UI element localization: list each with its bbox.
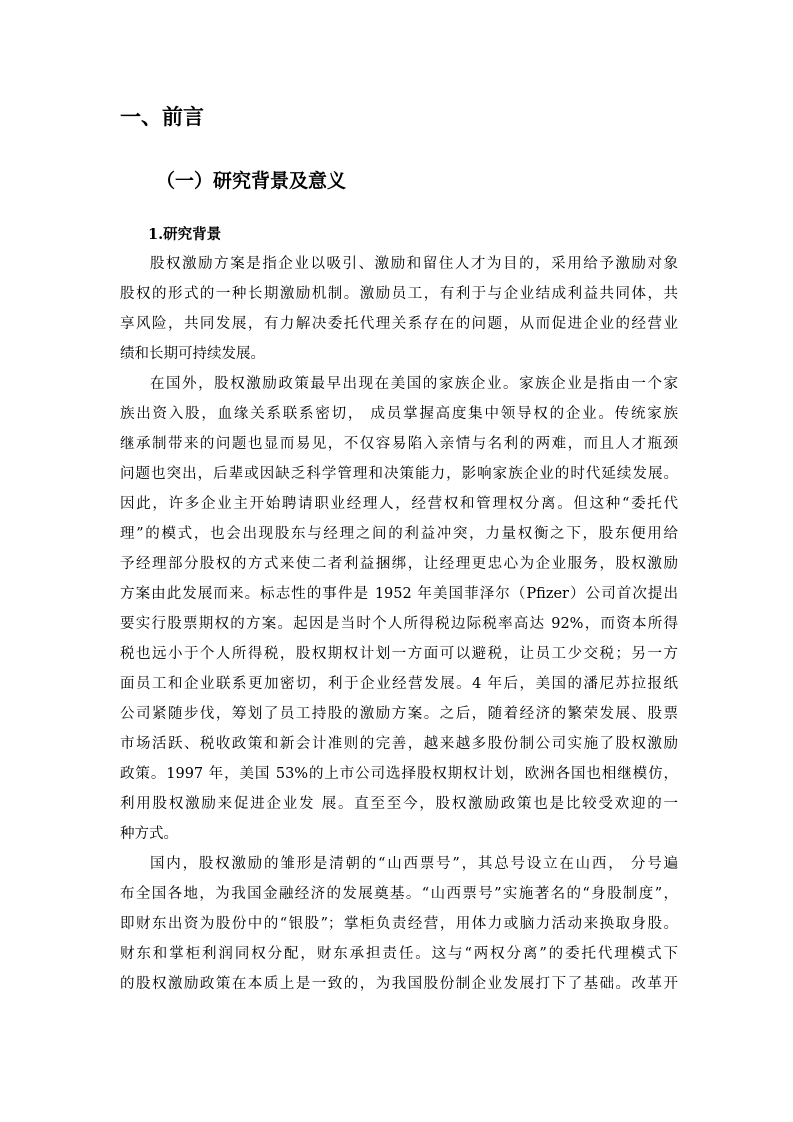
text-line: 利用股权激励来促进企业发 展。直至至今，股权激励政策也是比较受欢迎的一 [120,796,678,812]
subsection-heading: （一）研究背景及意义 [156,170,347,192]
text-line: 在国外，股权激励政策最早出现在美国的家族企业。家族企业是指由一个家 [150,376,678,392]
section-heading: 一、前言 [120,105,204,129]
text-line: 面员工和企业联系更加密切，利于企业经营发展。4 年后，美国的潘尼苏拉报纸 [120,676,678,692]
text-line: 国内，股权激励的雏形是清朝的“山西票号”，其总号设立在山西， 分号遍 [150,856,678,872]
subsubsection-heading: 1.研究背景 [148,226,222,243]
text-line: 绩和长期可持续发展。 [120,346,265,362]
text-line: 股权的形式的一种长期激励机制。激励员工，有利于与企业结成利益共同体，共 [120,286,678,302]
text-line: 股权激励方案是指企业以吸引、激励和留住人才为目的，采用给予激励对象 [150,256,678,272]
text-line: 税也远小于个人所得税，股权期权计划一方面可以避税，让员工少交税；另一方 [120,646,678,662]
text-line: 即财东出资为股份中的“银股”；掌柜负责经营，用体力或脑力活动来换取身股。 [120,916,678,932]
text-line: 族出资入股，血缘关系联系密切， 成员掌握高度集中领导权的企业。传统家族 [120,406,678,422]
text-line: 予经理部分股权的方式来使二者利益捆绑，让经理更忠心为企业服务，股权激励 [120,556,678,572]
text-line: 方案由此发展而来。标志性的事件是 1952 年美国菲泽尔（Pfizer）公司首次提出 [120,586,678,602]
paragraph [120,249,678,369]
text-line: 享风险，共同发展，有力解决委托代理关系存在的问题，从而促进企业的经营业 [120,316,678,332]
text-line: 种方式。 [120,826,178,842]
text-line: 问题也突出，后辈或因缺乏科学管理和决策能力，影响家族企业的时代延续发展。 [120,466,678,482]
text-line: 政策。1997 年，美国 53%的上市公司选择股权期权计划，欧洲各国也相继模仿， [120,766,678,782]
text-line: 布全国各地，为我国金融经济的发展奠基。“山西票号”实施著名的“身股制度”， [120,886,678,902]
text-line: 要实行股票期权的方案。起因是当时个人所得税边际税率高达 92%，而资本所得 [120,616,678,632]
paragraph [120,849,678,999]
text-line: 的股权激励政策在本质上是一致的，为我国股份制企业发展打下了基础。改革开 [120,976,678,992]
paragraph [120,369,678,849]
text-line: 财东和掌柜利润同权分配，财东承担责任。这与“两权分离”的委托代理模式下 [120,946,678,962]
text-line: 继承制带来的问题也显而易见，不仅容易陷入亲情与名利的两难，而且人才瓶颈 [120,436,678,452]
text-line: 因此，许多企业主开始聘请职业经理人，经营权和管理权分离。但这种“委托代 [120,496,678,512]
body-text [120,249,678,999]
text-line: 市场活跃、税收政策和新会计准则的完善，越来越多股份制公司实施了股权激励 [120,736,678,752]
text-line: 公司紧随步伐，筹划了员工持股的激励方案。之后，随着经济的繁荣发展、股票 [120,706,678,722]
text-line: 理”的模式，也会出现股东与经理之间的利益冲突，力量权衡之下，股东便用给 [120,526,678,542]
